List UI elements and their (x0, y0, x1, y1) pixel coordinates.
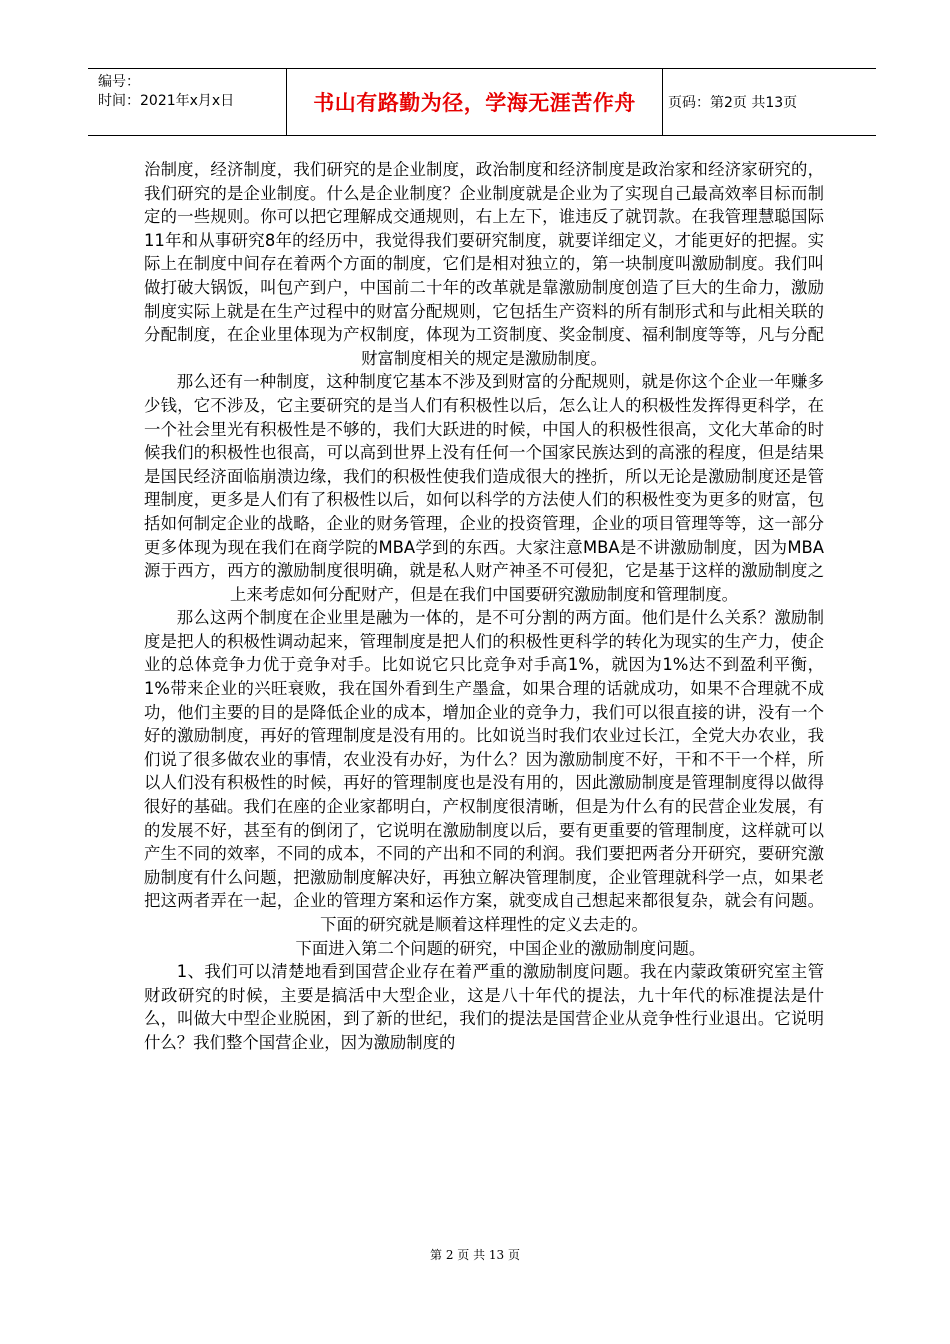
paragraph: 那么还有一种制度，这种制度它基本不涉及到财富的分配规则，就是你这个企业一年赚多少钱，它不涉及，它主要研究的是当人们有积极性以后，怎么让人的积极性发挥得更科学，在一个社会里光有积极性是不够的，我们大跃进的时候，中国人的积极性很高，文化大革命的时候我们的积极性也很高，可以高到世界上没有任何一个国家民族达到的高涨的程度，但是结果是国民经济面临崩溃边缘，我们的积极性使我们造成很大的挫折，所以无论是激励制度还是管理制度，更多是人们有了积极性以后，如何以科学的方法使人们的积极性变为更多的财富，包括如何制定企业的战略，企业的财务管理，企业的投资管理，企业的项目管理等等，这一部分更多体现为现在我们在商学院的MBA学到的东西。大家注意MBA是不讲激励制度，因为MBA源于西方，西方的激励制度很明确，就是私人财产神圣不可侵犯，它是基于这样的激励制度之上来考虑如何分配财产，但是在我们中国要研究激励制度和管理制度。 (144, 372, 824, 604)
header-meta (98, 73, 234, 111)
header-divider (662, 69, 663, 135)
header-page-info: 页码：第2页 共13页 (668, 95, 798, 111)
document-time: 时间：2021年x月x日 (98, 93, 235, 109)
paragraph: 1、我们可以清楚地看到国营企业存在着严重的激励制度问题。我在内蒙政策研究室主管财政研究的时候，主要是搞活中大型企业，这是八十年代的提法，九十年代的标准提法是什么，叫做大中型企业脱困，到了新的世纪，我们的提法是国营企业从竞争性行业退出。它说明什么？我们整个国营企业，因为激励制度的 (144, 962, 824, 1052)
paragraph: 那么这两个制度在企业里是融为一体的，是不可分割的两方面。他们是什么关系？激励制度是把人的积极性调动起来，管理制度是把人们的积极性更科学的转化为现实的生产力，使企业的总体竞争力优于竞争对手。比如说它只比竞争对手高1%，就因为1%达不到盈利平衡，1%带来企业的兴旺衰败，我在国外看到生产墨盒，如果合理的话就成功，如果不合理就不成功，他们主要的目的是降低企业的成本，增加企业的竞争力，我们可以很直接的讲，没有一个好的激励制度，再好的管理制度是没有用的。比如说当时我们农业过长江，全党大办农业，我们说了很多做农业的事情，农业没有办好，为什么？因为激励制度不好，干和不干一个样，所以人们没有积极性的时候，再好的管理制度也是没有用的，因此激励制度是管理制度得以做得很好的基础。我们在座的企业家都明白，产权制度很清晰，但是为什么有的民营企业发展，有的发展不好，甚至有的倒闭了，它说明在激励制度以后，要有更重要的管理制度，这样就可以产生不同的效率，不同的成本，不同的产出和不同的利润。我们要把两者分开研究，要研究激励制度有什么问题，把激励制度解决好，再独立解决管理制度，企业管理就科学一点，如果老把这两者弄在一起，企业的管理方案和运作方案，就变成自己想起来都很复杂，就会有问题。下面的研究就是顺着这样理性的定义去走的。 (144, 608, 824, 934)
document-body (144, 158, 824, 1055)
header-motto: 书山有路勤为径，学海无涯苦作舟 (313, 91, 636, 115)
page-footer: 第 2 页 共 13 页 (430, 1248, 520, 1262)
document-number: 编号： (98, 74, 140, 90)
page-header (88, 68, 876, 136)
paragraph: 下面进入第二个问题的研究，中国企业的激励制度问题。 (295, 938, 706, 958)
paragraph: 治制度，经济制度，我们研究的是企业制度，政治制度和经济制度是政治家和经济家研究的，我们研究的是企业制度。什么是企业制度？企业制度就是企业为了实现自己最高效率目标而制定的一些规则。你可以把它理解成交通规则，右上左下，谁违反了就罚款。在我管理慧聪国际11年和从事研究8年的经历中，我觉得我们要研究制度，就要详细定义，才能更好的把握。实际上在制度中间存在着两个方面的制度，它们是相对独立的，第一块制度叫激励制度。我们叫做打破大锅饭，叫包产到户，中国前二十年的改革就是靠激励制度创造了巨大的生命力，激励制度实际上就是在生产过程中的财富分配规则，它包括生产资料的所有制形式和与此相关联的分配制度，在企业里体现为产权制度，体现为工资制度、奖金制度、福利制度等等，凡与分配财富制度相关的规定是激励制度。 (144, 160, 824, 368)
